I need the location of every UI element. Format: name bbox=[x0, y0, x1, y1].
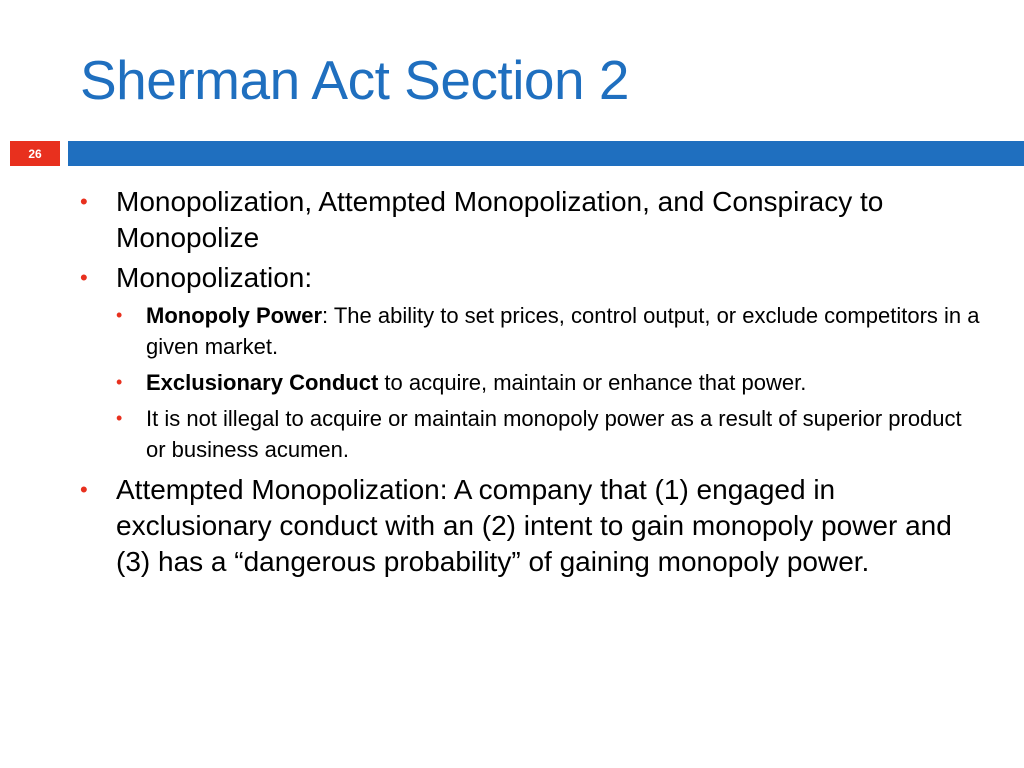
bullet-item bbox=[80, 472, 980, 580]
sub-bullet-item bbox=[116, 300, 980, 362]
bullet-dot-icon: • bbox=[116, 408, 123, 428]
bullet-text: Monopolization, Attempted Monopolization, and Conspiracy to Monopolize bbox=[116, 186, 884, 253]
slide-title: Sherman Act Section 2 bbox=[80, 49, 629, 111]
slide-number: 26 bbox=[28, 146, 42, 161]
sub-bullet-text: : The ability to set prices, control output, or exclude competitors in a given market. bbox=[146, 303, 980, 359]
bullet-dot-icon: • bbox=[116, 305, 123, 325]
sub-bullet-item bbox=[116, 403, 980, 465]
bullet-dot-icon: • bbox=[116, 372, 123, 392]
bullet-text: Monopolization: bbox=[116, 262, 313, 293]
bullet-item bbox=[80, 184, 980, 256]
sub-bullet-text: to acquire, maintain or enhance that power. bbox=[378, 370, 807, 395]
bullet-text: Attempted Monopolization: A company that (1) engaged in exclusionary conduct with an (2) intent to gain monopoly power and (3) has a “dangerous probability” of gaining monopoly power. bbox=[116, 474, 952, 577]
bullet-dot-icon: • bbox=[80, 189, 88, 214]
sub-bullet-text: It is not illegal to acquire or maintain monopoly power as a result of superior product or business acumen. bbox=[146, 406, 962, 462]
sub-bullet-item bbox=[116, 367, 980, 398]
title-divider-bar bbox=[68, 141, 1024, 166]
sub-bullet-term: Monopoly Power bbox=[146, 303, 322, 328]
sub-bullet-term: Exclusionary Conduct bbox=[146, 370, 379, 395]
bullet-dot-icon: • bbox=[80, 477, 88, 502]
bullet-dot-icon: • bbox=[80, 265, 88, 290]
slide-number-badge bbox=[10, 141, 60, 166]
slide-body bbox=[80, 184, 980, 584]
bullet-item bbox=[80, 260, 980, 296]
